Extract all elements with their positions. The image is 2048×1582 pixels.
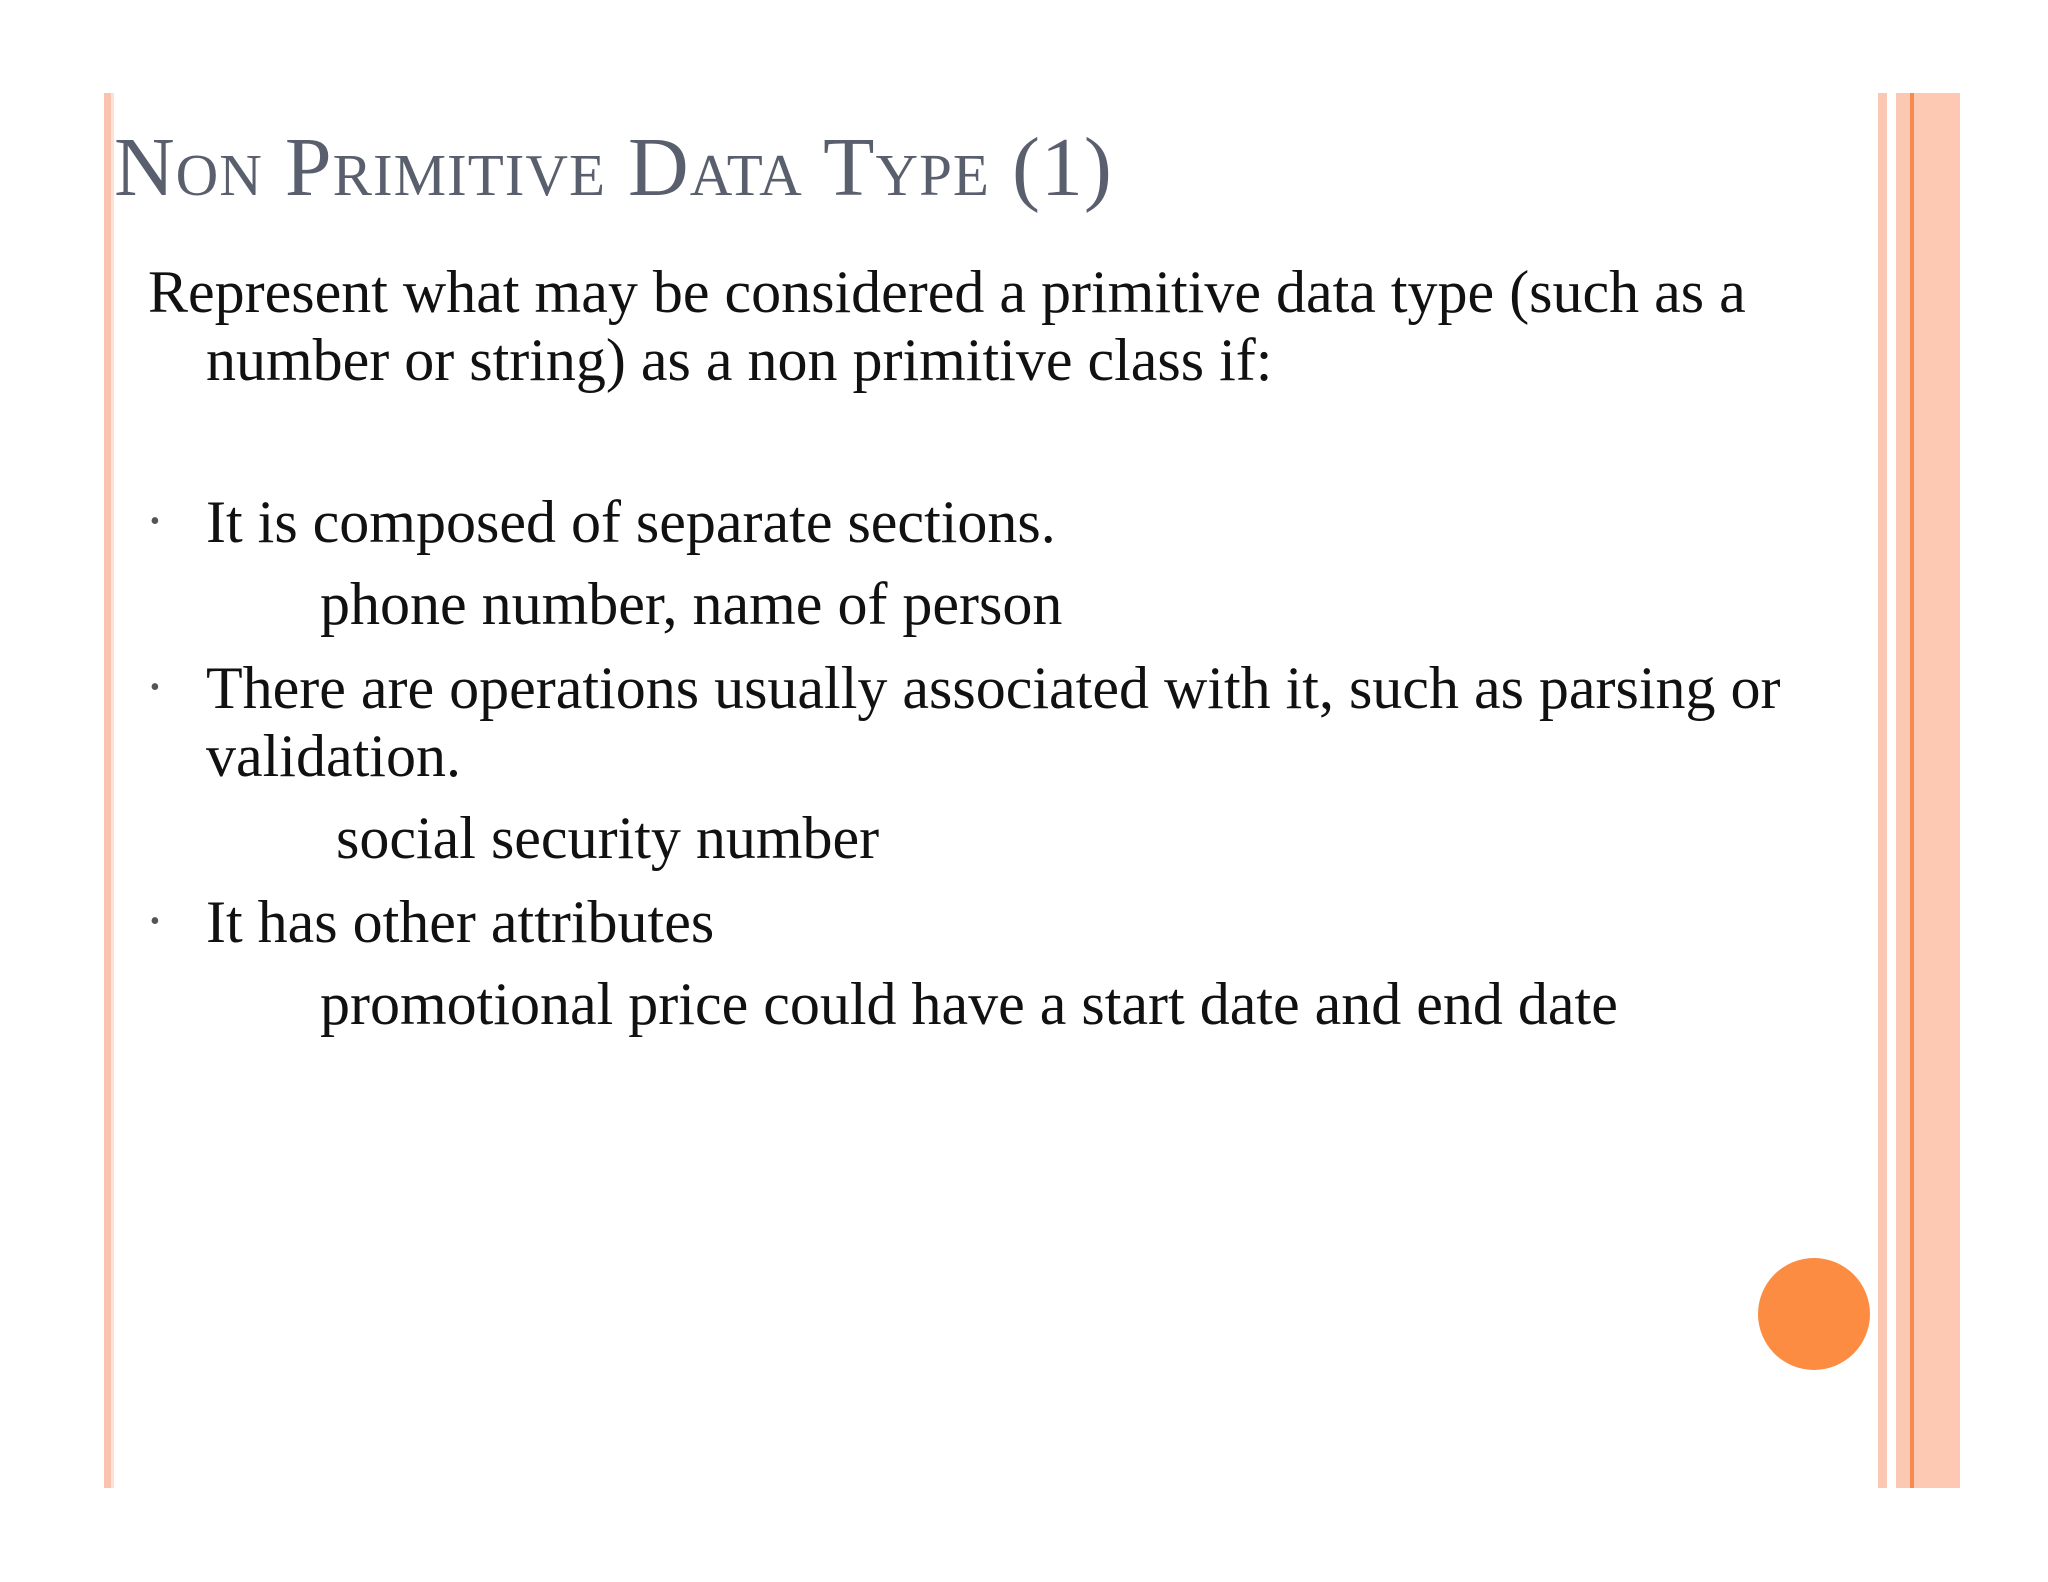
bullet-item xyxy=(148,488,1868,556)
bullet-icon: • xyxy=(150,672,160,703)
bullet-item xyxy=(148,888,1868,956)
left-decorative-bar-light xyxy=(111,93,114,1488)
left-decorative-bar xyxy=(104,93,111,1488)
slide-title: Non Primitive Data Type (1) xyxy=(114,121,1113,214)
bullet-item xyxy=(148,654,1868,790)
bullet-text: There are operations usually associated with it, such as parsing or validation. xyxy=(206,655,1781,789)
orange-circle-decoration xyxy=(1758,1258,1870,1370)
intro-paragraph: Represent what may be considered a primitive data type (such as a number or string) as a non primitive class if: xyxy=(148,259,1746,393)
bullet-icon: • xyxy=(150,906,160,937)
bullet-example: promotional price could have a start date and end date xyxy=(320,971,1618,1037)
bullet-example: social security number xyxy=(336,805,880,871)
bullet-example: phone number, name of person xyxy=(320,571,1063,637)
bullet-list xyxy=(148,488,1868,1054)
bullet-text: It is composed of separate sections. xyxy=(206,489,1056,555)
bullet-text: It has other attributes xyxy=(206,889,715,955)
bullet-icon: • xyxy=(150,506,160,537)
